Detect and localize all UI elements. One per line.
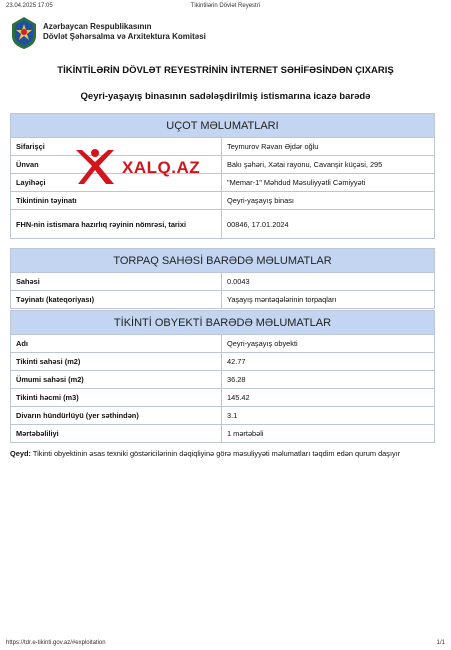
organization-name <box>43 22 206 42</box>
row-label: Adı <box>11 335 222 353</box>
row-value: Qeyri-yaşayış binası <box>222 192 435 210</box>
document-subtitle: Qeyri-yaşayış binasının sadələşdirilmiş istismarına icazə barədə <box>80 91 371 102</box>
org-line-2: Dövlət Şəhərsalma və Arxitektura Komitəsi <box>43 32 206 41</box>
table-row <box>11 425 435 443</box>
state-emblem-icon <box>10 16 38 50</box>
row-value: 42.77 <box>222 353 435 371</box>
torpaq-table <box>10 248 435 309</box>
row-label: Ümumi sahəsi (m2) <box>11 371 222 389</box>
document-title: TİKİNTİLƏRİN DÖVLƏT REYESTRİNİN İNTERNET SƏHİFƏSİNDƏN ÇIXARIŞ <box>57 65 394 76</box>
row-value: 36.28 <box>222 371 435 389</box>
section-header-tikinti: TİKİNTİ OBYEKTİ BARƏDƏ MƏLUMATLAR <box>11 311 435 335</box>
row-label: Tikinti sahəsi (m2) <box>11 353 222 371</box>
row-value: 1 mərtəbəli <box>222 425 435 443</box>
note-text: Tikinti obyektinin əsas texniki göstəricilərinin dəqiqliyinə görə məsuliyyəti məlumatları təqdim edən qurum daşıyır <box>30 449 401 458</box>
row-value: 0.0043 <box>222 273 435 291</box>
print-datetime: 23.04.2025 17:05 <box>6 3 53 9</box>
watermark-text: XALQ.AZ <box>122 158 201 177</box>
table-row <box>11 389 435 407</box>
section-header-torpaq: TORPAQ SAHƏSİ BARƏDƏ MƏLUMATLAR <box>11 249 435 273</box>
browser-print-header <box>6 3 445 13</box>
row-label: Layihəçi <box>11 174 222 192</box>
row-value: "Memar-1" Məhdud Məsuliyyətli Cəmiyyəti <box>222 174 435 192</box>
table-row <box>11 291 435 309</box>
row-label: Sahəsi <box>11 273 222 291</box>
xalq-logo-icon <box>72 144 118 190</box>
row-label: Sifarişçi <box>11 138 222 156</box>
tikinti-table <box>10 310 435 443</box>
document-note <box>10 448 435 459</box>
row-value: Teymurov Rəvan Əjdər oğlu <box>222 138 435 156</box>
table-row <box>11 335 435 353</box>
row-value: Qeyri-yaşayış obyekti <box>222 335 435 353</box>
table-row <box>11 273 435 291</box>
section-header-uchot: UÇOT MƏLUMATLARI <box>11 114 435 138</box>
table-row <box>11 407 435 425</box>
row-label: Divarın hündürlüyü (yer səthindən) <box>11 407 222 425</box>
browser-print-footer <box>6 640 445 646</box>
row-value: 3.1 <box>222 407 435 425</box>
row-label: Ünvan <box>11 156 222 174</box>
table-row <box>11 371 435 389</box>
row-value: 145.42 <box>222 389 435 407</box>
table-row <box>11 192 435 210</box>
row-value: Bakı şəhəri, Xətai rayonu, Cavanşir küçəsi, 295 <box>222 156 435 174</box>
row-label: Mərtəbəliliyi <box>11 425 222 443</box>
row-label: FHN-nin istismara hazırlıq rəyinin nömrəsi, tarixi <box>11 210 222 239</box>
table-row <box>11 353 435 371</box>
print-url: https://tdr.e-tikinti.gov.az/#exploitation <box>6 640 106 646</box>
page-indicator: 1/1 <box>436 640 445 646</box>
row-label: Tikinti həcmi (m3) <box>11 389 222 407</box>
org-line-1: Azərbaycan Respublikasının <box>43 22 152 31</box>
document-header <box>10 16 310 54</box>
print-page-title: Tikintilərin Dövlət Reyestri <box>190 3 261 9</box>
xalq-az-watermark <box>72 144 212 190</box>
row-label: Tikintinin təyinatı <box>11 192 222 210</box>
row-value: 00846, 17.01.2024 <box>222 210 435 239</box>
table-row <box>11 210 435 239</box>
row-value: Yaşayış məntəqələrinin torpaqları <box>222 291 435 309</box>
note-label: Qeyd: <box>10 449 31 458</box>
row-label: Təyinatı (kateqoriyası) <box>11 291 222 309</box>
